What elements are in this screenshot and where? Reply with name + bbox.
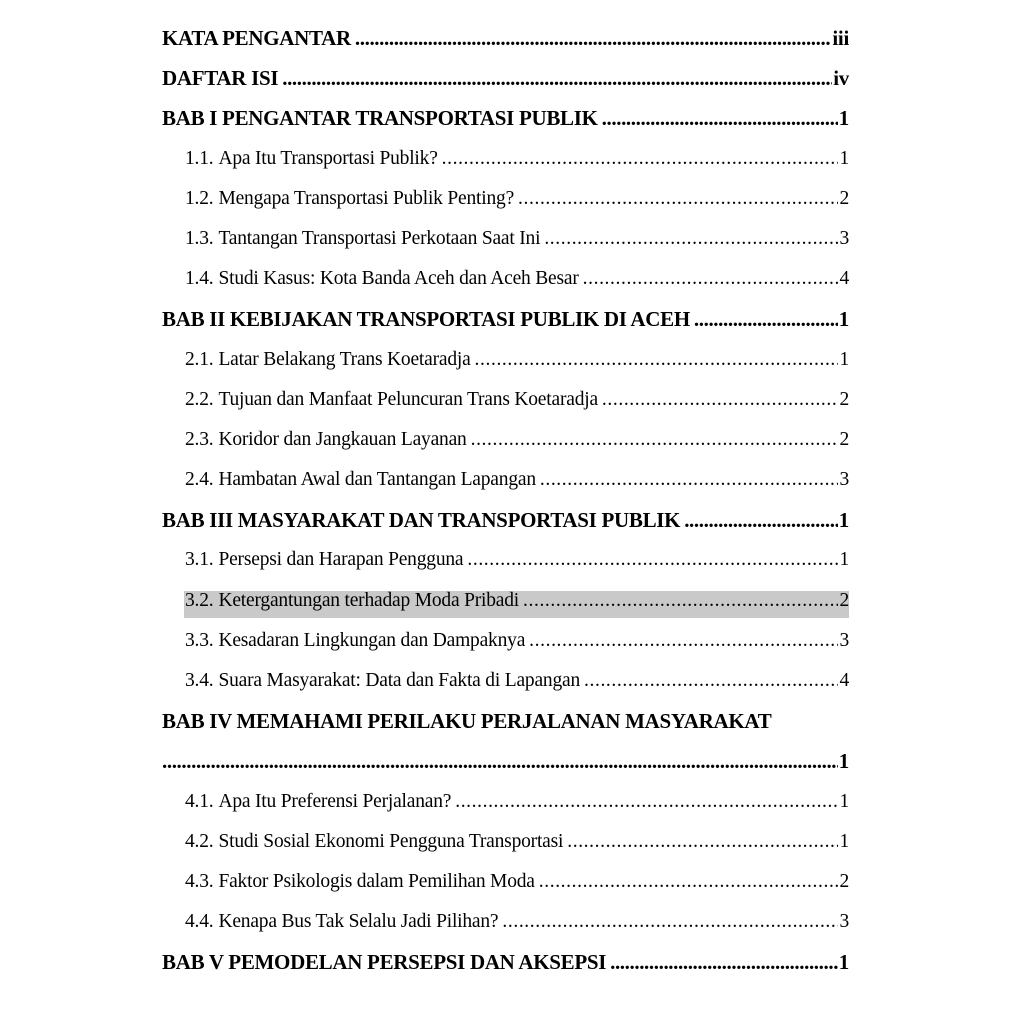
toc-entry-title: BAB I PENGANTAR TRANSPORTASI PUBLIK — [162, 106, 598, 131]
toc-entry-title: KATA PENGANTAR — [162, 26, 351, 50]
dot-leader — [455, 786, 838, 818]
toc-section-entry[interactable] — [162, 866, 849, 906]
dot-leader — [694, 303, 838, 335]
toc-section-entry[interactable] — [162, 384, 849, 424]
toc-entry-page: 2 — [839, 870, 849, 892]
toc-entry-number: 2.1. — [185, 348, 214, 370]
toc-entry-number: 4.2. — [185, 830, 214, 852]
dot-leader — [684, 504, 838, 536]
dot-leader — [502, 906, 838, 938]
toc-chapter-entry[interactable] — [162, 705, 849, 745]
toc-entry-title: Kenapa Bus Tak Selalu Jadi Pilihan? — [218, 911, 499, 933]
toc-chapter-entry[interactable] — [162, 22, 849, 62]
dot-leader — [529, 625, 838, 657]
toc-entry-page: 1 — [838, 106, 849, 131]
toc-section-entry-selected[interactable] — [162, 585, 849, 625]
dot-leader — [442, 143, 839, 175]
toc-entry-page: 2 — [839, 388, 849, 410]
toc-entry-page: 2 — [839, 428, 849, 450]
dot-leader — [162, 745, 838, 777]
toc-entry-page: 3 — [839, 227, 849, 249]
toc-entry-number: 3.2. — [185, 589, 214, 611]
dot-leader — [584, 665, 838, 697]
toc-entry-page: 2 — [839, 187, 849, 209]
toc-entry-title: Apa Itu Transportasi Publik? — [218, 147, 438, 169]
toc-entry-title: Mengapa Transportasi Publik Penting? — [218, 187, 515, 209]
dot-leader — [602, 102, 838, 134]
toc-section-entry[interactable] — [162, 906, 849, 946]
toc-entry-title: Hambatan Awal dan Tantangan Lapangan — [218, 469, 536, 491]
dot-leader — [523, 585, 838, 617]
toc-entry-title: BAB IV MEMAHAMI PERILAKU PERJALANAN MASYARAKAT — [162, 709, 772, 734]
toc-entry-page: 1 — [839, 147, 849, 169]
toc-entry-page: 1 — [839, 830, 849, 852]
toc-section-entry[interactable] — [162, 544, 849, 584]
toc-entry-number: 4.4. — [185, 911, 214, 933]
dot-leader — [518, 183, 838, 215]
dot-leader — [540, 464, 839, 496]
dot-leader — [544, 223, 838, 255]
toc-section-entry[interactable] — [162, 263, 849, 303]
toc-entry-number: 3.3. — [185, 629, 214, 651]
toc-entry-title: Faktor Psikologis dalam Pemilihan Moda — [218, 870, 535, 892]
toc-entry-page: 1 — [839, 790, 849, 812]
toc-entry-number: 2.3. — [185, 428, 214, 450]
toc-section-entry[interactable] — [162, 143, 849, 183]
toc-entry-page: 4 — [839, 268, 849, 290]
toc-section-entry[interactable] — [162, 786, 849, 826]
toc-entry-number: 4.3. — [185, 870, 214, 892]
toc-entry-page: 3 — [839, 911, 849, 933]
dot-leader — [539, 866, 839, 898]
toc-entry-page: 1 — [839, 549, 849, 571]
toc-entry-page: iii — [832, 26, 849, 50]
toc-entry-title: Tujuan dan Manfaat Peluncuran Trans Koetaradja — [218, 388, 598, 410]
toc-section-entry[interactable] — [162, 223, 849, 263]
table-of-contents — [162, 22, 849, 987]
toc-entry-number: 1.2. — [185, 187, 214, 209]
toc-chapter-entry[interactable] — [162, 102, 849, 142]
toc-entry-title: Kesadaran Lingkungan dan Dampaknya — [218, 629, 526, 651]
toc-section-entry[interactable] — [162, 625, 849, 665]
toc-entry-page: 1 — [838, 508, 849, 533]
toc-entry-title: Studi Sosial Ekonomi Pengguna Transportasi — [218, 830, 564, 852]
toc-entry-number: 1.1. — [185, 147, 214, 169]
dot-leader — [567, 826, 838, 858]
toc-entry-title: DAFTAR ISI — [162, 66, 279, 91]
toc-entry-page: 2 — [839, 589, 849, 611]
toc-entry-title: Ketergantungan terhadap Moda Pribadi — [218, 589, 520, 611]
toc-entry-page: 1 — [839, 348, 849, 370]
toc-section-entry[interactable] — [162, 826, 849, 866]
toc-entry-title: Suara Masyarakat: Data dan Fakta di Lapangan — [218, 670, 581, 691]
toc-section-entry[interactable] — [162, 344, 849, 384]
toc-entry-number: 2.4. — [185, 469, 214, 491]
toc-entry-number: 4.1. — [185, 790, 214, 812]
dot-leader — [471, 424, 839, 456]
toc-entry-page: iv — [833, 66, 849, 91]
dot-leader — [355, 22, 831, 54]
toc-entry-title: Persepsi dan Harapan Pengguna — [218, 549, 464, 571]
toc-entry-title: Koridor dan Jangkauan Layanan — [218, 428, 467, 450]
toc-entry-title: Latar Belakang Trans Koetaradja — [218, 348, 471, 370]
toc-chapter-entry[interactable] — [162, 303, 849, 343]
toc-section-entry[interactable] — [162, 665, 849, 705]
toc-entry-page: 1 — [838, 749, 849, 774]
toc-entry-title: Apa Itu Preferensi Perjalanan? — [218, 790, 452, 812]
dot-leader — [475, 344, 839, 376]
toc-entry-title: BAB II KEBIJAKAN TRANSPORTASI PUBLIK DI ACEH — [162, 307, 690, 332]
toc-entry-number: 3.1. — [185, 549, 214, 571]
toc-entry-page: 3 — [839, 629, 849, 651]
dot-leader — [282, 62, 832, 94]
toc-entry-page: 1 — [838, 950, 849, 975]
dot-leader — [467, 544, 838, 576]
toc-entry-number: 3.4. — [185, 670, 214, 691]
toc-entry-number: 1.4. — [185, 268, 214, 290]
toc-entry-title: Tantangan Transportasi Perkotaan Saat Ini — [218, 227, 541, 249]
toc-entry-page: 1 — [838, 307, 849, 332]
toc-section-entry[interactable] — [162, 424, 849, 464]
toc-entry-title: BAB V PEMODELAN PERSEPSI DAN AKSEPSI — [162, 950, 607, 975]
dot-leader — [583, 263, 839, 295]
toc-entry-number: 2.2. — [185, 388, 214, 410]
toc-entry-page: 4 — [839, 670, 849, 691]
toc-chapter-entry[interactable] — [162, 946, 849, 986]
toc-section-entry[interactable] — [162, 464, 849, 504]
toc-chapter-entry-continuation[interactable] — [162, 745, 849, 785]
toc-entry-page: 3 — [839, 469, 849, 491]
toc-entry-title: BAB III MASYARAKAT DAN TRANSPORTASI PUBLIK — [162, 508, 681, 533]
toc-chapter-entry[interactable] — [162, 62, 849, 102]
dot-leader — [602, 384, 839, 416]
toc-section-entry[interactable] — [162, 183, 849, 223]
toc-entry-number: 1.3. — [185, 227, 214, 249]
toc-chapter-entry[interactable] — [162, 504, 849, 544]
dot-leader — [610, 946, 838, 978]
toc-entry-title: Studi Kasus: Kota Banda Aceh dan Aceh Besar — [218, 268, 579, 290]
